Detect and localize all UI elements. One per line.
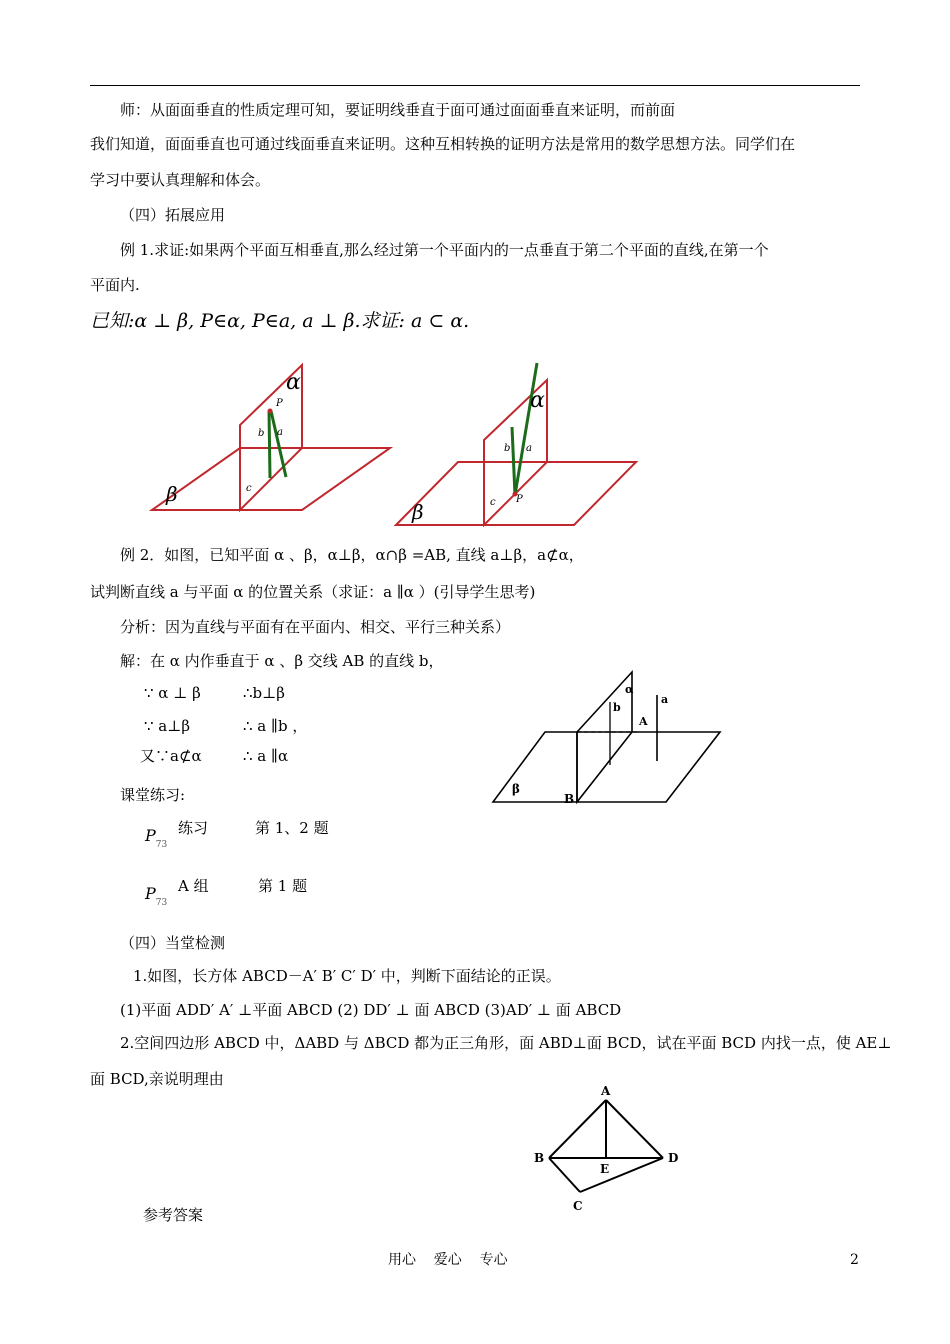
practice-item-range: 第 1、2 题 <box>255 819 329 837</box>
question-text: 面 BCD,亲说明理由 <box>90 1070 224 1088</box>
section-heading: （四）当堂检测 <box>120 934 226 952</box>
example-text: 例 1.求证:如果两个平面互相垂直,那么经过第一个平面内的一点垂直于第二个平面的直线,在第一个 <box>120 241 769 259</box>
label-beta: β <box>412 500 424 524</box>
solution-text: 解：在 α 内作垂直于 α 、β 交线 AB 的直线 b， <box>120 652 444 670</box>
step-right: ∴b⊥β <box>243 684 285 702</box>
page-ref: $P_{73}$ <box>145 826 168 850</box>
line-b <box>269 411 270 478</box>
label-beta: β <box>166 482 178 506</box>
step-left: ∵ α ⊥ β <box>144 684 201 702</box>
practice-heading: 课堂练习: <box>120 786 186 804</box>
section-heading: （四）拓展应用 <box>120 206 226 224</box>
step-right: ∴ a ∥α <box>243 747 289 765</box>
label-a: a <box>277 427 283 438</box>
label-alpha: α <box>530 388 545 413</box>
reference-answer: 参考答案 <box>143 1206 204 1224</box>
label-a: a <box>526 443 532 454</box>
label-p: P <box>276 398 283 409</box>
figure-1 <box>140 355 400 520</box>
practice-item-label: A 组 <box>178 877 209 895</box>
label-a: a <box>661 693 669 706</box>
label-p: P <box>516 494 523 505</box>
label-b: b <box>504 443 511 454</box>
label-b: b <box>613 701 621 714</box>
question-text: 1.如图，长方体 ABCD－A′ B′ C′ D′ 中，判断下面结论的正误。 <box>133 967 561 985</box>
label-c: c <box>246 483 252 494</box>
label-c: c <box>490 497 496 508</box>
figure-4 <box>530 1080 690 1215</box>
footer-motto: 用心 爱心 专心 <box>388 1252 508 1268</box>
step-right: ∴ a ∥b ， <box>243 717 308 735</box>
label-alpha: α <box>625 683 634 696</box>
plane-beta <box>493 732 720 802</box>
label-alpha: α <box>286 370 301 395</box>
label-C: C <box>573 1199 583 1213</box>
label-beta: β <box>512 782 520 796</box>
label-E: E <box>600 1162 610 1176</box>
label-B: B <box>564 792 575 806</box>
example-text: 例 2．如图，已知平面 α 、β，α⊥β，α∩β =AB, 直线 a⊥β，a⊄α， <box>120 546 584 564</box>
label-A: A <box>639 715 648 728</box>
analysis-text: 分析：因为直线与平面有在平面内、相交、平行三种关系） <box>120 618 511 636</box>
line-b <box>512 427 515 495</box>
step-left: 又∵a⊄α <box>140 747 202 765</box>
paragraph-line: 我们知道，面面垂直也可通过线面垂直来证明。这种互相转换的证明方法是常用的数学思想方法。同学们在 <box>90 135 796 153</box>
figure-3 <box>490 665 725 810</box>
paragraph-line: 学习中要认真理解和体会。 <box>90 171 271 189</box>
figure-2 <box>390 355 650 530</box>
question-options: (1)平面 ADD′ A′ ⊥平面 ABCD (2) DD′ ⊥ 面 ABCD (3)AD′ ⊥ 面 ABCD <box>120 1001 622 1019</box>
point-p <box>268 409 273 414</box>
paragraph-line: 师：从面面垂直的性质定理可知，要证明线垂直于面可通过面面垂直来证明，而前面 <box>120 101 676 119</box>
label-b: b <box>258 428 265 439</box>
header-rule <box>90 85 860 86</box>
practice-item-range: 第 1 题 <box>258 877 308 895</box>
example-text: 平面内. <box>90 276 140 294</box>
given-statement: 已知:α ⊥ β, P∈α, P∈a, a ⊥ β.求证: a ⊂ α. <box>90 310 470 332</box>
example-text: 试判断直线 a 与平面 α 的位置关系（求证：a ∥α ）(引导学生思考) <box>90 583 536 601</box>
page-number: 2 <box>850 1252 859 1268</box>
practice-item-label: 练习 <box>178 819 209 837</box>
label-D: D <box>668 1151 679 1165</box>
page-ref: $P_{73}$ <box>145 884 168 908</box>
line-a <box>271 411 286 477</box>
label-B: B <box>534 1151 545 1165</box>
label-A: A <box>601 1084 611 1098</box>
question-text: 2.空间四边形 ABCD 中，ΔABD 与 ΔBCD 都为正三角形，面 ABD⊥面 BCD，试在平面 BCD 内找一点，使 AE⊥ <box>120 1034 892 1052</box>
plane-alpha <box>577 672 632 802</box>
step-left: ∵ a⊥β <box>144 717 191 735</box>
